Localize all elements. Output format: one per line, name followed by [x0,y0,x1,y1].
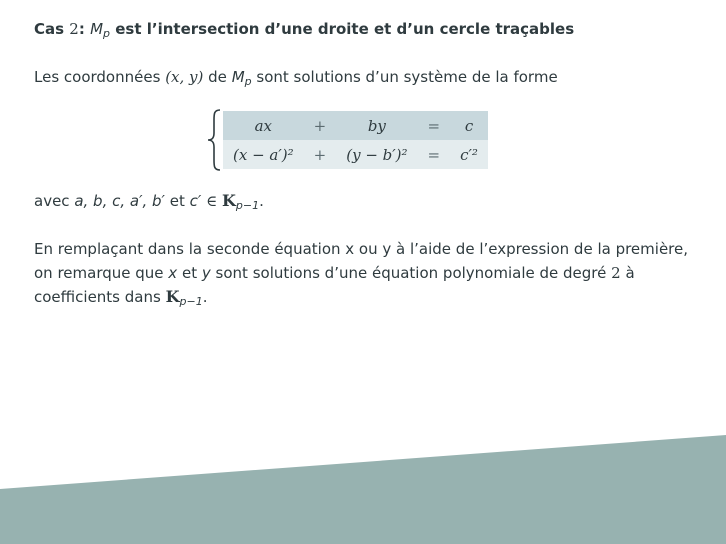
circle-rhs: c′² [450,140,488,169]
heading-point-subscript: p [103,27,111,40]
p2-element-of: ∈ [206,192,218,210]
p1-point-letter: M [231,68,245,86]
p3-text-remark: on remarque que [34,264,164,282]
p2-var-last: c′ [189,192,202,210]
p2-field-subscript: p−1 [235,199,260,212]
p3-field-letter: K [165,287,180,306]
p2-field-letter: K [221,191,236,210]
p3-field-subscript: p−1 [179,295,203,308]
heading-point-letter: M [90,20,104,38]
linear-plus: + [304,111,337,140]
p1-coords: (x, y) [165,68,204,86]
heading-colon: : [78,20,85,38]
p1-text-de: de [208,68,227,86]
heading-label: Cas [34,20,65,38]
linear-lhs-b: by [336,111,417,140]
p1-point-subscript: p [244,75,252,88]
p3-line-1: En remplaçant dans la seconde équation x ou y à l’aide de l’expression de la première, [34,240,689,258]
p3-period: . [202,288,208,306]
p2-text-avec: avec [34,192,70,210]
p2-vars: a, b, c, a′, b′ [74,192,165,210]
p3-degree: 2 [611,264,621,282]
circle-equals: = [418,140,451,169]
p3-x: x [168,264,178,282]
p3-y: y [201,264,211,282]
heading-text: est l’intersection d’une droite et d’un cercle traçables [115,20,575,38]
p2-period: . [259,192,264,210]
p3-text-et: et [181,264,198,282]
p3-text-solutions: sont solutions d’une équation polynomiale de degré [215,264,607,282]
heading-case-number: 2 [69,20,79,38]
circle-plus: + [304,140,337,169]
linear-rhs: c [450,111,488,140]
circle-lhs-x: (x − a′)² [223,140,304,169]
p1-text-end: sont solutions d’un système de la forme [256,68,558,86]
p3-text-a: à [625,264,635,282]
p2-text-et: et [169,192,185,210]
linear-lhs-a: ax [223,111,304,140]
linear-equals: = [418,111,451,140]
circle-lhs-y: (y − b′)² [336,140,417,169]
footer-band [0,435,726,544]
p1-text-start: Les coordonnées [34,68,161,86]
p3-text-coefficients: coefficients dans [34,288,161,306]
